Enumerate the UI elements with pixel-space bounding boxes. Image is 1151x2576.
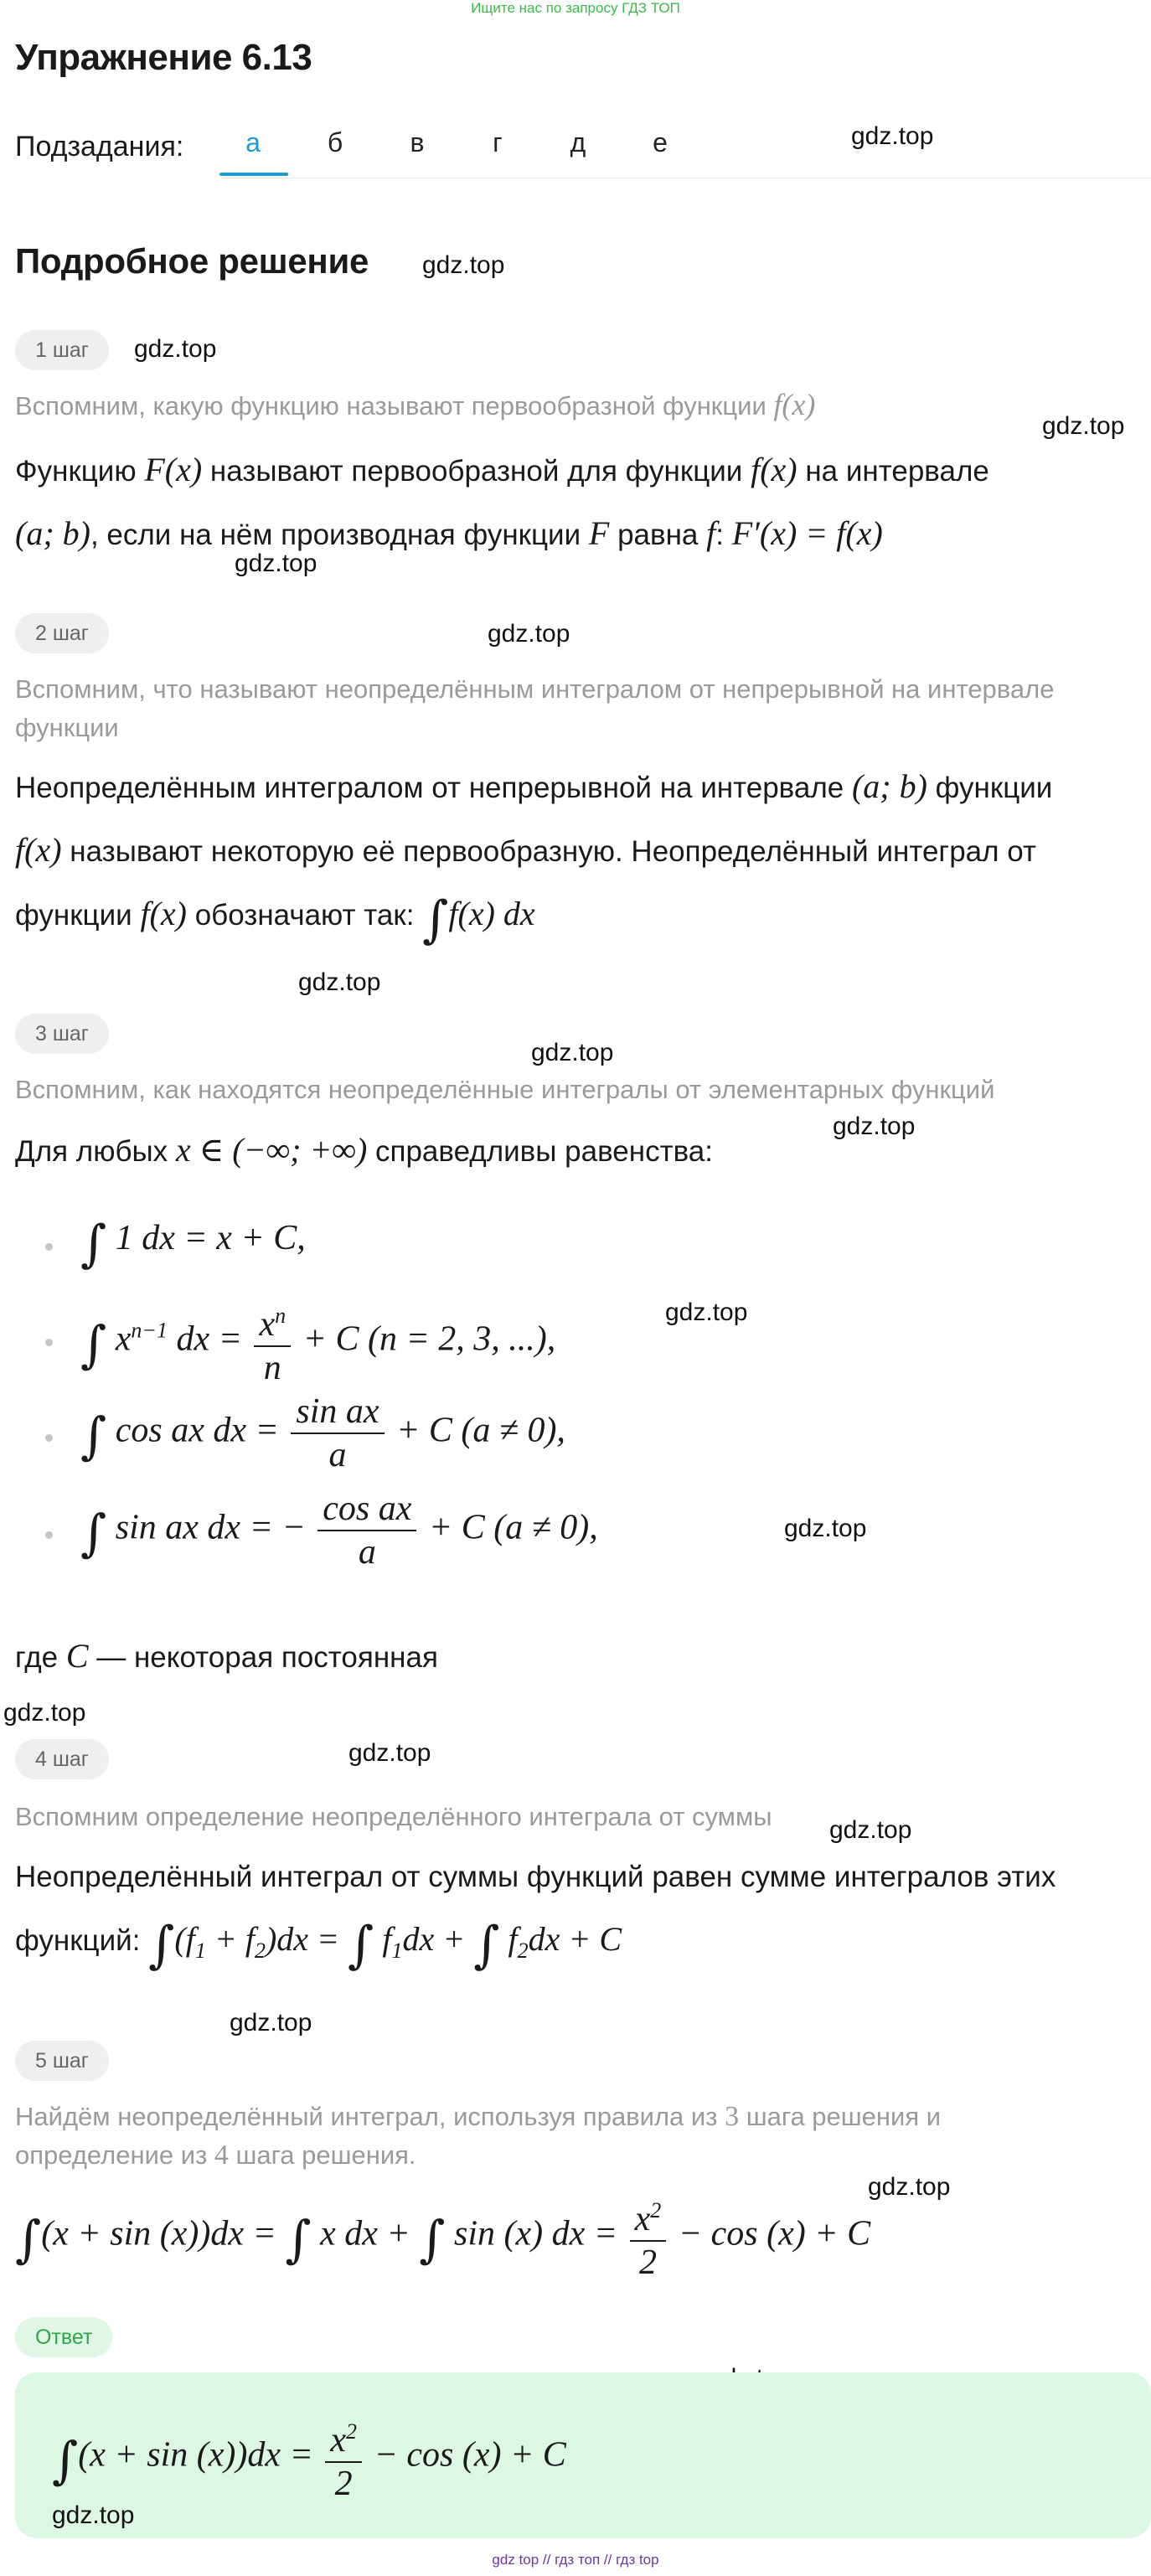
step-3-badge: 3 шаг: [15, 1014, 109, 1054]
list-bullet: [45, 1243, 53, 1251]
watermark: gdz.top: [833, 1112, 916, 1140]
watermark: gdz.top: [235, 550, 317, 577]
watermark: gdz.top: [3, 1699, 86, 1727]
formula-integral-sin: ∫ sin ax dx = − $\frac{\text{cos ax}}{a}$ + C (a ≠ 0),: [80, 1489, 598, 1572]
formula-integral-cos: ∫ cos ax dx = $\frac{\text{sin ax}}{a}$ + C (a ≠ 0),: [80, 1392, 565, 1474]
footer-links[interactable]: gdz top // гдз топ // гдз top: [492, 2552, 659, 2568]
step-4-body: Неопределённый интеграл от суммы функций равен сумме интегралов этих функций: $\int(f_1 + f_2)dx$ = ∫ $f_1dx$ + ∫ $f_2dx + C$: [15, 1861, 1056, 1975]
watermark: gdz.top: [868, 2173, 951, 2201]
watermark: gdz.top: [348, 1739, 431, 1767]
step-5-solution: ∫(x + sin (x))dx = ∫ x dx + ∫ sin (x) dx = $\frac{x^2}{2}$ − cos (x) + C: [15, 2191, 870, 2282]
formula-integral-one: ∫ 1 dx = x + C,: [80, 1215, 306, 1273]
watermark: gdz.top: [52, 2501, 135, 2529]
tab-e[interactable]: е: [653, 127, 668, 157]
step-3-outro: где C — некоторая постоянная: [15, 1637, 438, 1675]
watermark: gdz.top: [531, 1039, 614, 1066]
step-2-badge: 2 шаг: [15, 613, 109, 653]
watermark: gdz.top: [230, 2009, 312, 2037]
step-1-body: Функцию F(x) называют первообразной для функции f(x) на интервале (a; b), если на нём производная функции F равна f: F′(x) = f(x): [15, 451, 989, 552]
watermark: gdz.top: [665, 1298, 748, 1326]
tab-d[interactable]: д: [570, 127, 586, 157]
step-2-body: Неопределённым интегралом от непрерывной на интервале (a; b) функции f(x) называют некоторую её первообразную. Неопределённый интеграл от функции f(x) обозначают так: ∫f(x) dx: [15, 767, 1053, 949]
list-bullet: [45, 1339, 53, 1346]
watermark: gdz.top: [851, 122, 934, 150]
step-5-badge: 5 шаг: [15, 2041, 109, 2081]
subtasks-label: Подзадания:: [15, 131, 184, 163]
watermark: gdz.top: [829, 1816, 912, 1844]
active-tab-underline: [219, 173, 288, 176]
list-bullet: [45, 1434, 53, 1442]
tab-v[interactable]: в: [410, 127, 425, 157]
answer-formula: ∫(x + sin (x))dx = $\frac{x^2}{2}$ − cos (x) + C: [52, 2413, 566, 2503]
step-3-hint: Вспомним, как находятся неопределённые интегралы от элементарных функций: [15, 1075, 995, 1104]
step-1-hint: Вспомним, какую функцию называют первообразной функции f(x): [15, 388, 816, 421]
integral-sign: ∫: [422, 891, 449, 949]
watermark: gdz.top: [1042, 412, 1125, 440]
watermark: gdz.top: [784, 1515, 867, 1542]
watermark: gdz.top: [298, 968, 381, 996]
list-bullet: [45, 1531, 53, 1539]
tab-b[interactable]: б: [327, 127, 343, 157]
page-title: Упражнение 6.13: [15, 37, 312, 78]
section-title: Подробное решение: [15, 241, 369, 281]
watermark: gdz.top: [134, 335, 217, 363]
tab-a[interactable]: а: [245, 127, 261, 157]
step-2-hint: Вспомним, что называют неопределённым интегралом от непрерывной на интервале функции: [15, 674, 1055, 742]
step-4-badge: 4 шаг: [15, 1739, 109, 1779]
step-3-intro: Для любых x ∈ (−∞; +∞) справедливы равенства:: [15, 1131, 713, 1169]
step-4-hint: Вспомним определение неопределённого интеграла от суммы: [15, 1802, 772, 1831]
watermark: gdz.top: [422, 251, 505, 279]
step-1-badge: 1 шаг: [15, 330, 109, 370]
watermark: gdz.top: [488, 620, 570, 648]
answer-badge: Ответ: [15, 2317, 112, 2357]
top-banner[interactable]: Ищите нас по запросу ГДЗ ТОП: [471, 0, 680, 16]
tab-g[interactable]: г: [493, 127, 503, 157]
step-5-hint: Найдём неопределённый интеграл, используя правила из 3 шага решения и определение из 4 шага решения.: [15, 2101, 942, 2171]
formula-integral-power: ∫ $x^{n-1}$ dx = $\frac{x^n}{n}$ + C (n = 2, 3, ...),: [80, 1297, 555, 1387]
